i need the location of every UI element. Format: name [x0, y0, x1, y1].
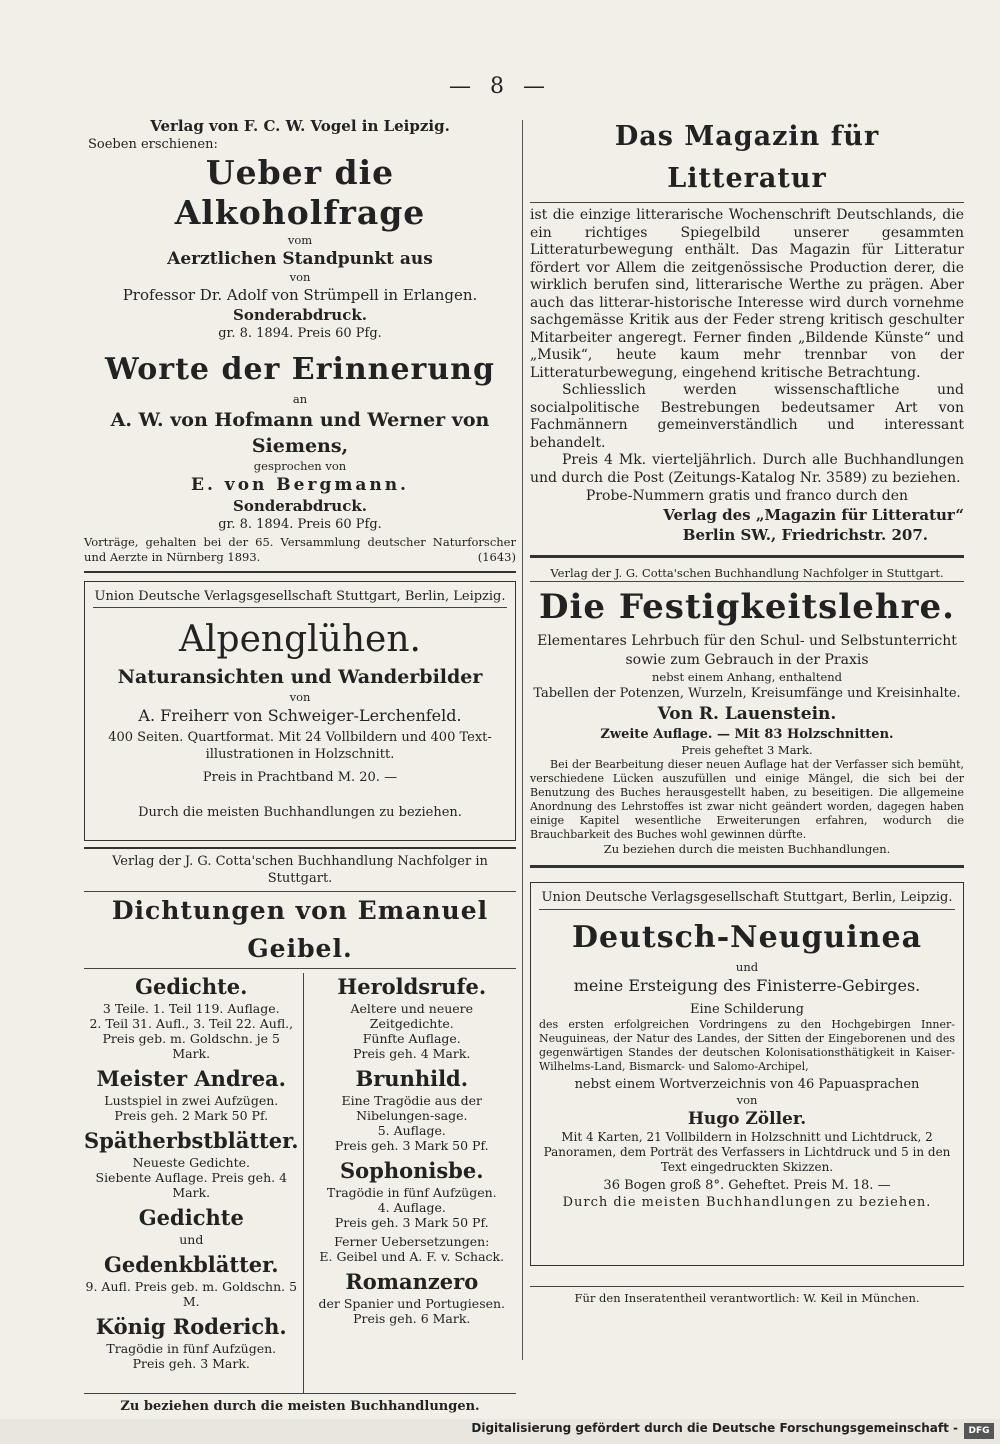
geibel-item-title: Sophonisbe. — [339, 1158, 484, 1183]
geibel-item-line: Fünfte Auflage. — [362, 1031, 461, 1046]
magazin-ad — [530, 116, 964, 545]
cotta1-publisher: Verlag der J. G. Cotta'schen Buchhandlung Nachfolger in Stuttgart. — [112, 854, 488, 886]
geibel-right-list — [303, 973, 516, 1393]
vogel-code: (1643) — [477, 550, 516, 564]
separator — [530, 555, 964, 558]
union2-desc-title: Eine Schilderung — [689, 1002, 805, 1017]
geibel-item-title: König Roderich. — [95, 1314, 287, 1339]
separator — [84, 1393, 516, 1394]
vogel-price2: gr. 8. 1894. Preis 60 Pfg. — [218, 517, 382, 532]
vogel-publisher: Verlag von F. C. W. Vogel in Leipzig. — [150, 117, 450, 135]
geibel-item — [308, 1157, 516, 1230]
vogel-vom: vom — [287, 233, 313, 247]
union2-author: Hugo Zöller. — [687, 1109, 807, 1129]
alpengluehen-ad — [84, 581, 516, 841]
geibel-item-line: 2. Teil 31. Aufl., 3. Teil 22. Aufl., — [89, 1016, 294, 1031]
union2-desc: des ersten erfolgreichen Vordringens zu den Hochgebirgen Inner-Neuguineas, der Natur des Landes, der Sitten der Eingeborenen und des gegenwärtigen Standes der deutschen Kolonisationsthätigkeit in Kaiser-Wilhelms-Land, Bismarck- und Salomo-Archipel, — [539, 1018, 955, 1073]
vogel-reprint: Sonderabdruck. — [233, 306, 367, 324]
geibel-item-line: E. Geibel und A. F. v. Schack. — [319, 1249, 505, 1264]
festigkeitslehre-ad — [530, 566, 964, 857]
magazin-body2: Schliesslich werden wissenschaftliche und socialpolitische Bestrebungen bedeutsamer Art von Fachmännern gemeinverständlich und interessant behandelt. — [530, 382, 964, 451]
cotta2-availability: Zu beziehen durch die meisten Buchhandlungen. — [603, 842, 891, 856]
geibel-item — [308, 1065, 516, 1153]
vogel-names: A. W. von Hofmann und Werner von Siemens, — [110, 409, 490, 457]
left-column — [84, 116, 516, 1415]
magazin-body: ist die einzige litterarische Wochenschrift Deutschlands, die ein richtiges Spiegelbild unserer gesammten Litteraturbewegung enthält. Das Magazin für Litteratur fördert vor Allem die zeitgenössische Production derer, die wirklich berufen sind, litterarische Werthe zu prägen. Aber auch das litterar-historische Interesse wird durch vornehme sachgemässe Kritik aus der Feder streng kritisch geschulter Mitarbeiter angeregt. Ferner finden „Bildende Künste“ und „Musik“, heute kaum mehr trennbar von der Litteraturbewegung, eingehend kritische Betrachtung. — [530, 207, 964, 381]
cotta2-author: Von R. Lauenstein. — [657, 704, 837, 724]
cotta2-subtitle: Elementares Lehrbuch für den Schul- und Selbstunterricht sowie zum Gebrauch in der Praxis — [537, 633, 957, 668]
separator — [84, 968, 516, 969]
separator — [530, 865, 964, 868]
geibel-item-line: Neueste Gedichte. — [132, 1155, 250, 1170]
responsible-note: Für den Inseratentheil verantwortlich: W. Keil in München. — [574, 1291, 920, 1305]
cotta2-title: Die Festigkeitslehre. — [539, 587, 955, 627]
separator — [530, 202, 964, 203]
geibel-item — [84, 973, 299, 1061]
vogel-ad — [84, 116, 516, 565]
geibel-item-line: Aeltere und neuere Zeitgedichte. — [350, 1001, 474, 1031]
column-divider — [522, 120, 523, 1360]
vogel-title: Ueber die Alkoholfrage — [174, 153, 426, 232]
dfg-logo: DFG — [964, 1423, 994, 1439]
union1-details: 400 Seiten. Quartformat. Mit 24 Vollbildern und 400 Text-illustrationen in Holzschnitt. — [108, 730, 492, 762]
union2-vocab: nebst einem Wortverzeichnis von 46 Papuasprachen — [574, 1077, 920, 1092]
vogel-an: an — [292, 392, 308, 406]
cotta1-availability: Zu beziehen durch die meisten Buchhandlungen. — [120, 1399, 480, 1414]
union2-details: Mit 4 Karten, 21 Vollbildern in Holzschnitt und Lichtdruck, 2 Panoramen, dem Porträt des Verfassers in Lichtdruck und 5 in den Text eingedruckten Skizzen. — [543, 1130, 951, 1174]
union1-subtitle: Naturansichten und Wanderbilder — [117, 666, 483, 688]
cotta2-annex: nebst einem Anhang, enthaltend — [651, 670, 843, 684]
geibel-item — [308, 973, 516, 1061]
geibel-left-list — [84, 973, 303, 1393]
geibel-item-title: Heroldsrufe. — [337, 974, 487, 999]
geibel-item-line: Tragödie in fünf Aufzügen. — [326, 1185, 497, 1200]
vogel-author: Professor Dr. Adolf von Strümpell in Erlangen. — [122, 286, 478, 304]
geibel-item-line: Eine Tragödie aus der Nibelungen-sage. — [341, 1093, 483, 1123]
geibel-item-title: Spätherbstblätter. — [84, 1128, 299, 1153]
geibel-item-line: Preis geh. 2 Mark 50 Pf. — [114, 1108, 269, 1123]
geibel-item-line: 4. Auflage. — [377, 1200, 446, 1215]
cotta2-publisher: Verlag der J. G. Cotta'schen Buchhandlung Nachfolger in Stuttgart. — [550, 566, 944, 580]
vogel-von: von — [289, 270, 311, 284]
magazin-address: Berlin SW., Friedrichstr. 207. — [682, 526, 928, 544]
geibel-item-line: Tragödie in fünf Aufzügen. — [106, 1341, 277, 1356]
geibel-item — [308, 1234, 516, 1264]
vogel-spoken: gesprochen von — [253, 459, 347, 473]
geibel-item-line: 5. Auflage. — [377, 1123, 446, 1138]
union1-title: Alpenglühen. — [179, 619, 421, 660]
union2-und: und — [735, 960, 759, 974]
geibel-item-line: Lustspiel in zwei Aufzügen. — [104, 1093, 279, 1108]
page-number: — 8 — — [449, 74, 551, 99]
footer-credit: Digitalisierung gefördert durch die Deutsche Forschungsgemeinschaft - — [471, 1421, 958, 1435]
geibel-item-line: Ferner Uebersetzungen: — [334, 1234, 490, 1249]
union1-availability: Durch die meisten Buchhandlungen zu beziehen. — [138, 805, 462, 820]
vogel-just-out: Soeben erschienen: — [88, 137, 218, 152]
union1-author: A. Freiherr von Schweiger-Lerchenfeld. — [138, 706, 462, 725]
separator — [84, 847, 516, 849]
geibel-item — [84, 1127, 299, 1200]
magazin-body3: Preis 4 Mk. vierteljährlich. Durch alle Buchhandlungen und durch die Post (Zeitungs-Katalog Nr. 3589) zu beziehen. — [530, 452, 964, 486]
union2-subtitle: meine Ersteigung des Finisterre-Gebirges. — [573, 976, 921, 995]
geibel-item-line: Preis geh. 3 Mark 50 Pf. — [334, 1215, 489, 1230]
union1-price: Preis in Prachtband M. 20. — — [202, 770, 398, 785]
magazin-publisher: Verlag des „Magazin für Litteratur“ — [663, 506, 964, 524]
geibel-item — [84, 1313, 299, 1371]
vogel-reprint2: Sonderabdruck. — [233, 497, 367, 515]
geibel-item-title: Gedichte. — [135, 974, 248, 999]
geibel-columns — [84, 973, 516, 1393]
geibel-ad — [84, 853, 516, 1415]
union2-price: 36 Bogen groß 8°. Geheftet. Preis M. 18. — — [603, 1178, 891, 1193]
separator — [530, 1286, 964, 1287]
union2-von: von — [736, 1093, 758, 1107]
separator — [84, 571, 516, 573]
geibel-item — [84, 1204, 299, 1247]
geibel-item-line: und — [179, 1232, 204, 1247]
union1-publisher: Union Deutsche Verlagsgesellschaft Stuttgart, Berlin, Leipzig. — [93, 588, 507, 608]
geibel-item-title: Brunhild. — [355, 1066, 469, 1091]
right-column — [530, 116, 964, 1306]
vogel-subtitle: Aerztlichen Standpunkt aus — [167, 249, 433, 269]
geibel-item-title: Gedichte — [138, 1205, 244, 1230]
cotta2-edition: Zweite Auflage. — Mit 83 Holzschnitten. — [600, 727, 894, 742]
geibel-item-line: 3 Teile. 1. Teil 119. Auflage. — [102, 1001, 280, 1016]
geibel-item-line: 9. Aufl. Preis geb. m. Goldschn. 5 M. — [85, 1279, 298, 1309]
vogel-title2: Worte der Erinnerung — [105, 352, 495, 387]
vogel-note: Vorträge, gehalten bei der 65. Versammlung deutscher Naturforscher und Aerzte in Nürnberg 1893. — [84, 535, 516, 564]
magazin-samples: Probe-Nummern gratis und franco durch den — [585, 488, 909, 504]
vogel-speaker: E. von Bergmann. — [191, 475, 409, 495]
magazin-title: Das Magazin für Litteratur — [614, 121, 880, 194]
cotta2-tables: Tabellen der Potenzen, Wurzeln, Kreisumfänge und Kreisinhalte. — [533, 686, 961, 701]
geibel-item-line: Siebente Auflage. Preis geh. 4 Mark. — [95, 1170, 288, 1200]
geibel-item-line: Preis geh. 4 Mark. — [353, 1046, 471, 1061]
cotta1-title: Dichtungen von Emanuel Geibel. — [111, 896, 489, 963]
union1-von: von — [289, 690, 311, 704]
geibel-item-title: Romanzero — [345, 1269, 479, 1294]
geibel-item — [84, 1065, 299, 1123]
cotta2-body: Bei der Bearbeitung dieser neuen Auflage hat der Verfasser sich bemüht, verschiedene Lücken auszufüllen und einige Mängel, die sich bei der Benutzung des Buches herausgestellt haben, zu beseitigen. Die allgemeine Anordnung des Lehrstoffes ist zwar nicht geändert worden, dagegen haben einige Kapitel wesentliche Erweiterungen erfahren, wodurch die Brauchbarkeit des Buches wohl gewinnen dürfte. — [530, 758, 964, 841]
geibel-item-line: Preis geh. 3 Mark. — [132, 1356, 250, 1371]
geibel-item-line: der Spanier und Portugiesen. — [318, 1296, 506, 1311]
geibel-item-line: Preis geh. 3 Mark 50 Pf. — [334, 1138, 489, 1153]
geibel-item-line: Preis geh. 6 Mark. — [353, 1311, 471, 1326]
union2-availability: Durch die meisten Buchhandlungen zu beziehen. — [562, 1195, 932, 1210]
geibel-item — [308, 1268, 516, 1326]
geibel-item-line: Preis geb. m. Goldschn. je 5 Mark. — [102, 1031, 281, 1061]
vogel-price: gr. 8. 1894. Preis 60 Pfg. — [218, 326, 382, 341]
cotta2-price: Preis geheftet 3 Mark. — [681, 743, 813, 757]
geibel-item-title: Meister Andrea. — [96, 1066, 286, 1091]
union2-title: Deutsch-Neuguinea — [571, 920, 923, 955]
geibel-item-title: Gedenkblätter. — [103, 1252, 279, 1277]
union2-publisher: Union Deutsche Verlagsgesellschaft Stuttgart, Berlin, Leipzig. — [539, 889, 955, 910]
neuguinea-ad — [530, 882, 964, 1266]
geibel-item — [84, 1251, 299, 1309]
